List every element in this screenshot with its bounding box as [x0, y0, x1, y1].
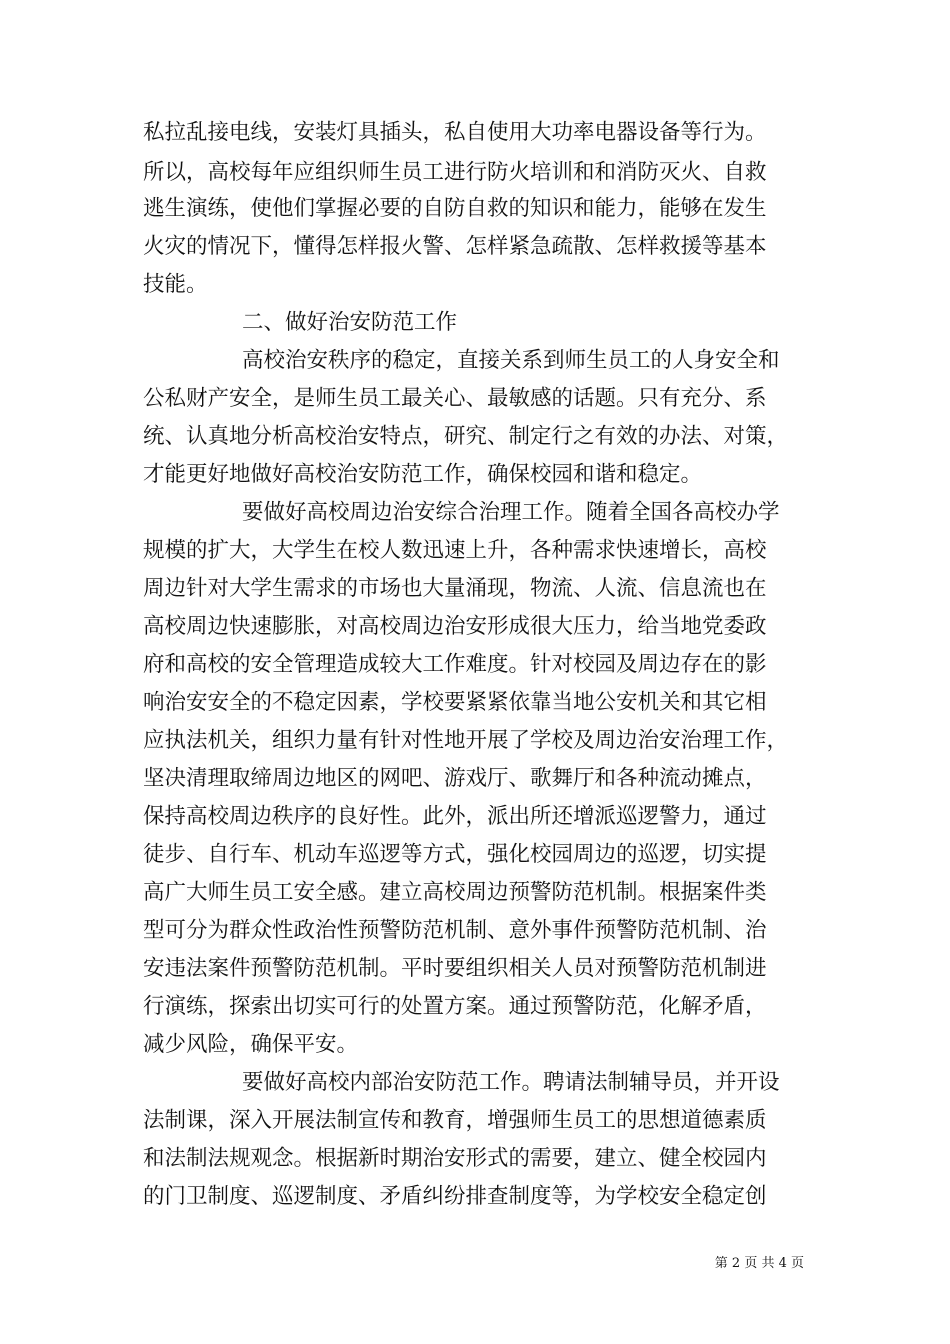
text-line: 高校治安秩序的稳定，直接关系到师生员工的人身安全和: [242, 348, 780, 373]
text-line: 府和高校的安全管理造成较大工作难度。针对校园及周边存在的影: [143, 652, 767, 677]
page-number-footer: 第 2 页 共 4 页: [714, 1256, 804, 1271]
text-line: 高广大师生员工安全感。建立高校周边预警防范机制。根据案件类: [143, 880, 767, 905]
text-line: 技能。: [143, 272, 208, 297]
text-line: 保持高校周边秩序的良好性。此外，派出所还增派巡逻警力，通过: [143, 804, 767, 829]
text-line: 规模的扩大，大学生在校人数迅速上升，各种需求快速增长，高校: [143, 538, 767, 563]
text-line: 火灾的情况下，懂得怎样报火警、怎样紧急疏散、怎样救援等基本: [143, 234, 767, 259]
text-line: 所以，高校每年应组织师生员工进行防火培训和和消防灭火、自救: [143, 160, 767, 185]
text-line: 公私财产安全，是师生员工最关心、最敏感的话题。只有充分、系: [143, 386, 767, 411]
text-line: 行演练，探索出切实可行的处置方案。通过预警防范，化解矛盾，: [143, 994, 767, 1019]
text-line: 法制课，深入开展法制宣传和教育，增强师生员工的思想道德素质: [143, 1108, 767, 1133]
text-line: 要做好高校内部治安防范工作。聘请法制辅导员，并开设: [242, 1070, 780, 1095]
text-line: 响治安安全的不稳定因素，学校要紧紧依靠当地公安机关和其它相: [143, 690, 767, 715]
text-line: 的门卫制度、巡逻制度、矛盾纠纷排查制度等，为学校安全稳定创: [143, 1184, 767, 1209]
text-line: 要做好高校周边治安综合治理工作。随着全国各高校办学: [242, 500, 780, 525]
text-line: 徒步、自行车、机动车巡逻等方式，强化校园周边的巡逻，切实提: [143, 842, 767, 867]
text-line: 应执法机关，组织力量有针对性地开展了学校及周边治安治理工作，: [143, 728, 789, 753]
section-heading: 二、做好治安防范工作: [242, 310, 458, 335]
text-line: 私拉乱接电线，安装灯具插头，私自使用大功率电器设备等行为。: [143, 120, 767, 145]
text-line: 坚决清理取缔周边地区的网吧、游戏厅、歌舞厅和各种流动摊点，: [143, 766, 767, 791]
text-line: 安违法案件预警防范机制。平时要组织相关人员对预警防范机制进: [143, 956, 767, 981]
text-line: 减少风险，确保平安。: [143, 1032, 359, 1057]
text-line: 周边针对大学生需求的市场也大量涌现，物流、人流、信息流也在: [143, 576, 767, 601]
text-line: 逃生演练，使他们掌握必要的自防自救的知识和能力，能够在发生: [143, 196, 767, 221]
text-line: 型可分为群众性政治性预警防范机制、意外事件预警防范机制、治: [143, 918, 767, 943]
text-line: 和法制法规观念。根据新时期治安形式的需要，建立、健全校园内: [143, 1146, 767, 1171]
text-line: 才能更好地做好高校治安防范工作，确保校园和谐和稳定。: [143, 462, 703, 487]
text-line: 统、认真地分析高校治安特点，研究、制定行之有效的办法、对策，: [143, 424, 789, 449]
text-line: 高校周边快速膨胀，对高校周边治安形成很大压力，给当地党委政: [143, 614, 767, 639]
